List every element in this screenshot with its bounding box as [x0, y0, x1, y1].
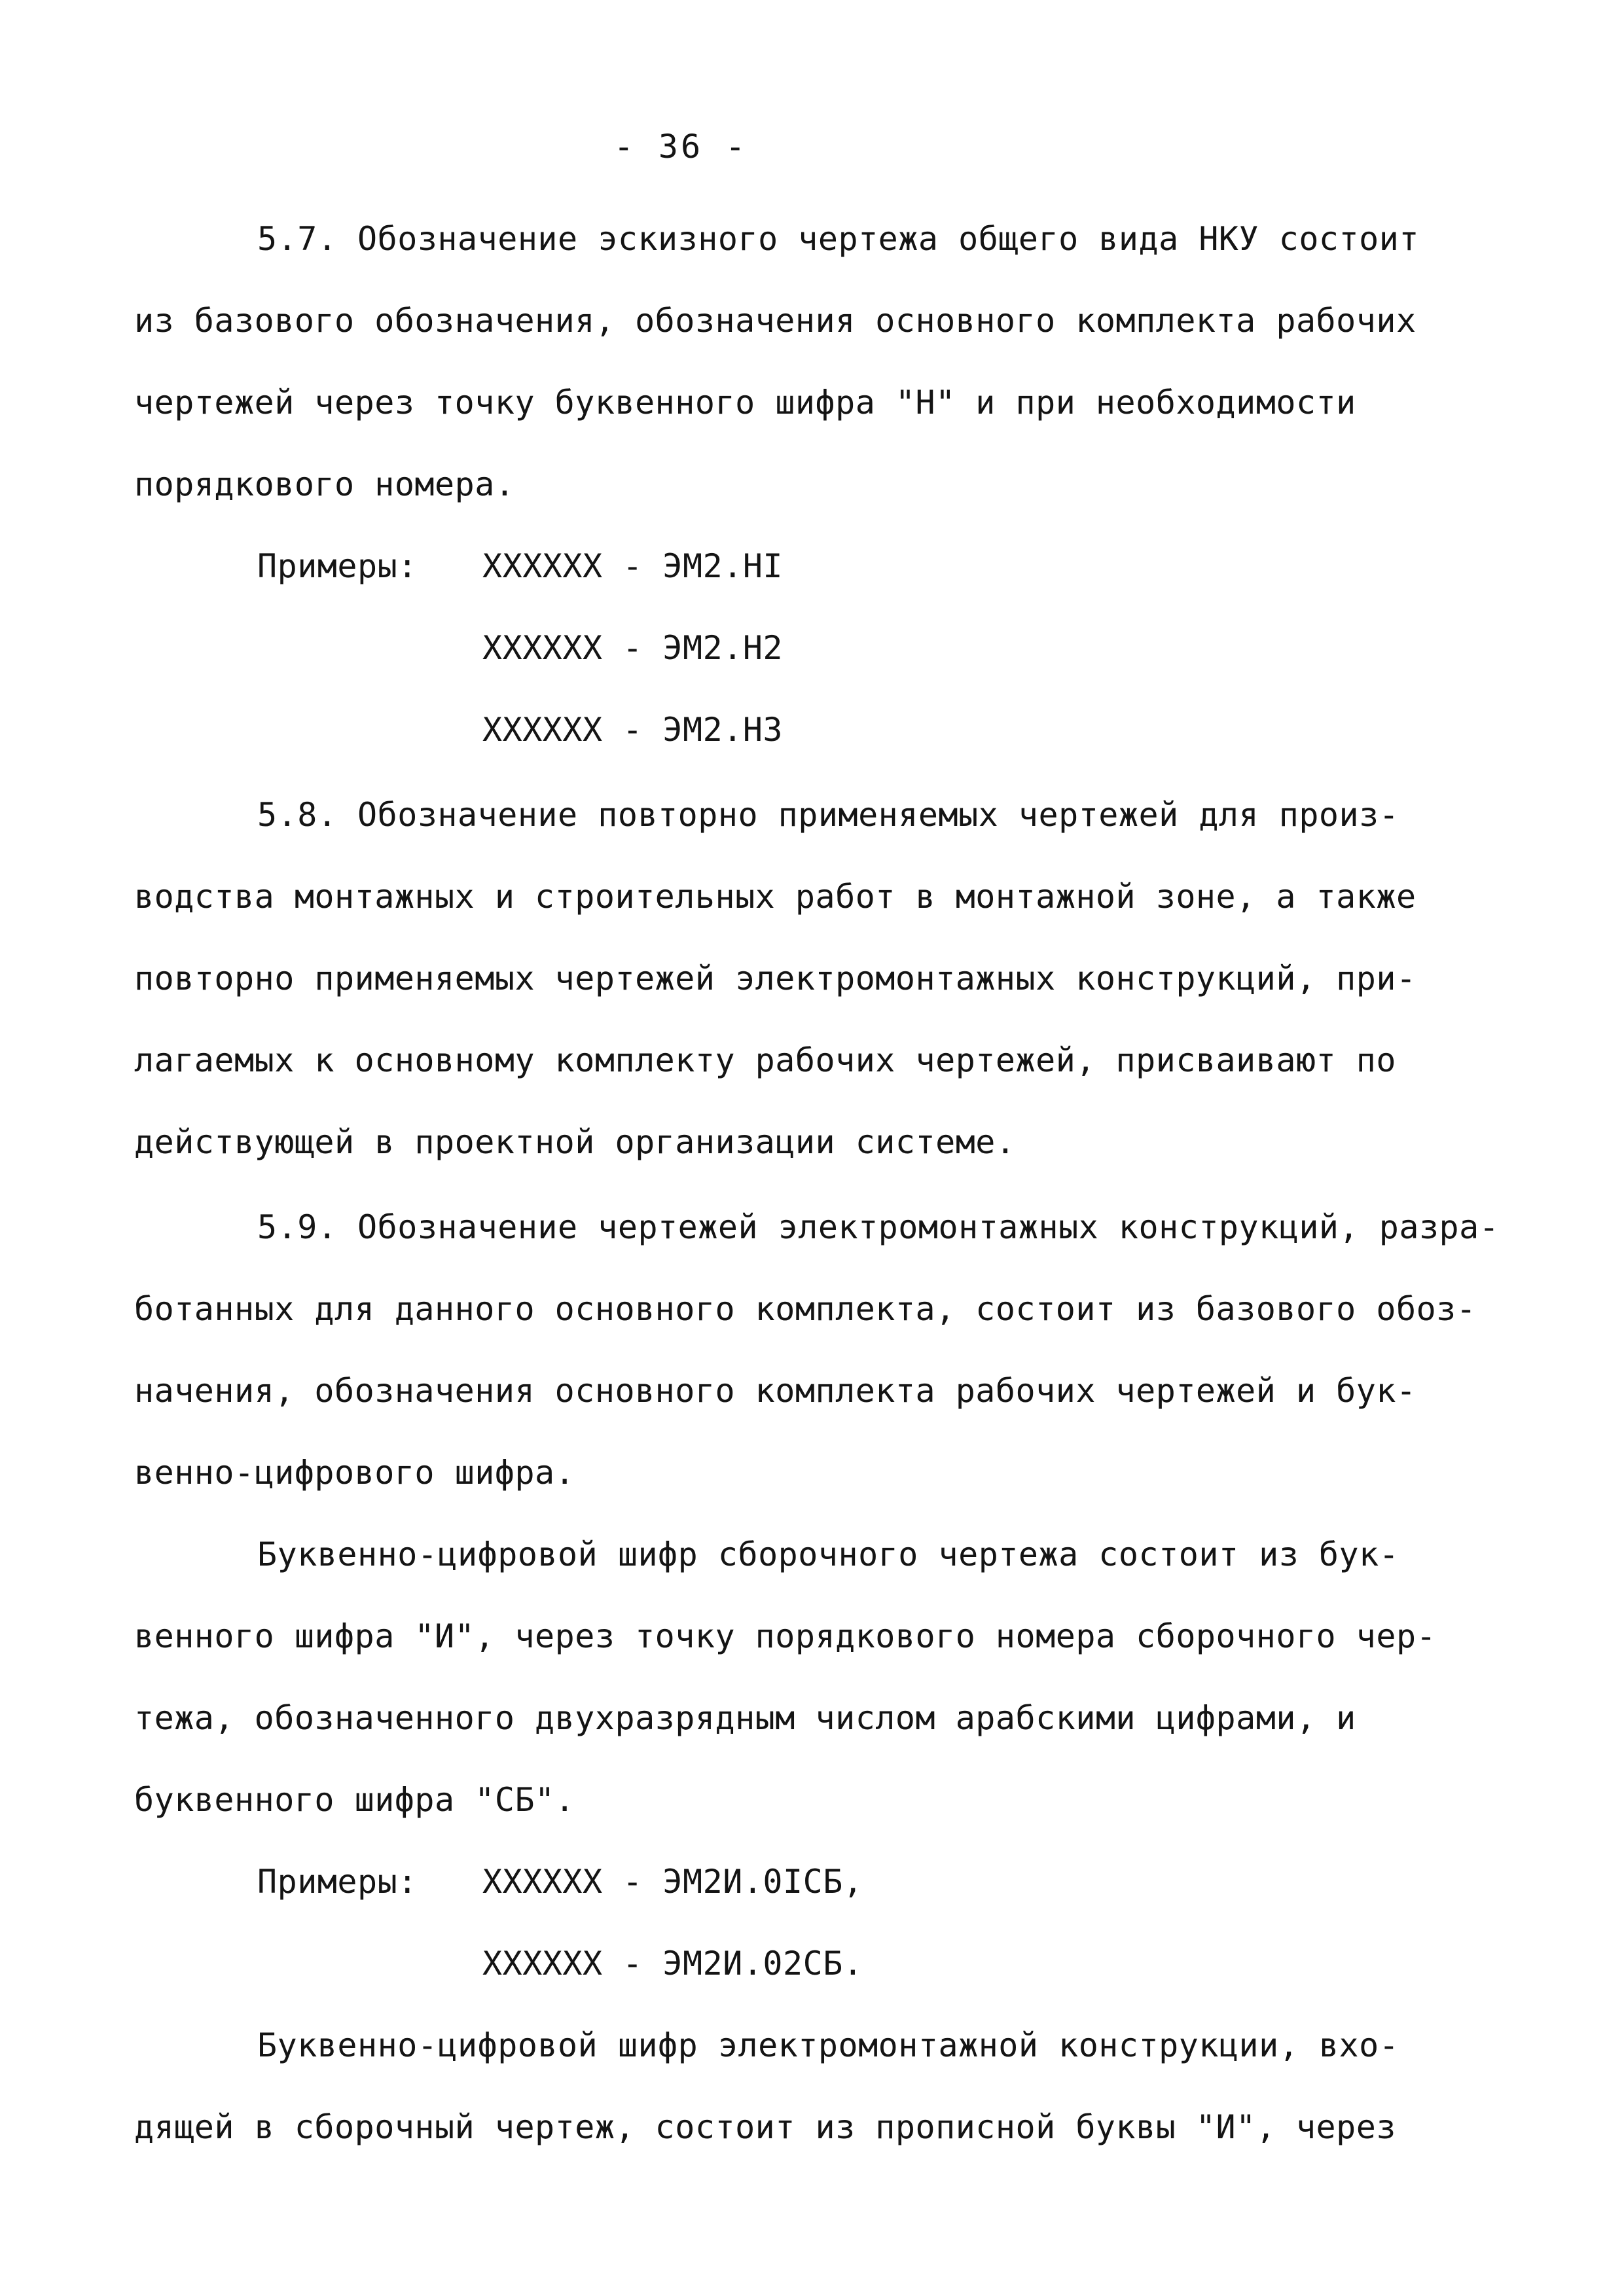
paragraph-5-7-line-3: чертежей через точку буквенного шифра "Н" и при необходимости — [134, 384, 1356, 422]
example-code: ХХХХХХ - ЭМ2.Н3 — [482, 711, 784, 749]
paragraph-5-9-line-2: ботанных для данного основного комплекта, состоит из базового обоз- — [134, 1290, 1477, 1328]
paragraph-5-9-line-4: венно-цифрового шифра. — [134, 1454, 575, 1492]
paragraph-5-8-line-1: 5.8. Обозначение повторно применяемых чертежей для произ- — [257, 796, 1399, 834]
paragraph-construction-line-2: дящей в сборочный чертеж, состоит из прописной буквы "И", через — [134, 2108, 1396, 2146]
paragraph-5-7-line-2: из базового обозначения, обозначения основного комплекта рабочих — [134, 302, 1416, 340]
paragraph-5-8-line-4: лагаемых к основному комплекту рабочих чертежей, присваивают по — [134, 1041, 1396, 1079]
paragraph-sb-line-2: венного шифра "И", через точку порядкового номера сборочного чер- — [134, 1617, 1437, 1655]
paragraph-5-7-line-4: порядкового номера. — [134, 465, 515, 503]
example-code: ХХХХХХ - ЭМ2И.02СБ. — [482, 1945, 863, 1982]
paragraph-sb-line-1: Буквенно-цифровой шифр сборочного чертежа состоит из бук- — [257, 1535, 1399, 1573]
paragraph-5-8-line-2: водства монтажных и строительных работ в монтажной зоне, а также — [134, 878, 1416, 916]
paragraph-5-7-line-1: 5.7. Обозначение эскизного чертежа общего вида НКУ состоит — [257, 220, 1419, 258]
paragraph-construction-line-1: Буквенно-цифровой шифр электромонтажной конструкции, вхо- — [257, 2026, 1399, 2064]
example-code: ХХХХХХ - ЭМ2И.0IСБ, — [482, 1863, 863, 1901]
paragraph-sb-line-4: буквенного шифра "СБ". — [134, 1781, 575, 1819]
examples-label: Примеры: — [257, 547, 418, 585]
paragraph-5-8-line-5: действующей в проектной организации системе. — [134, 1123, 1016, 1161]
page-number: - 36 - — [613, 128, 748, 166]
paragraph-5-8-line-3: повторно применяемых чертежей электромонтажных конструкций, при- — [134, 960, 1416, 997]
paragraph-5-9-line-1: 5.9. Обозначение чертежей электромонтажных конструкций, разра- — [257, 1208, 1500, 1246]
paragraph-5-9-line-3: начения, обозначения основного комплекта рабочих чертежей и бук- — [134, 1372, 1416, 1410]
example-code: ХХХХХХ - ЭМ2.НI — [482, 547, 784, 585]
paragraph-sb-line-3: тежа, обозначенного двухразрядным числом арабскими цифрами, и — [134, 1699, 1356, 1737]
examples-label: Примеры: — [257, 1863, 418, 1901]
example-code: ХХХХХХ - ЭМ2.Н2 — [482, 629, 784, 667]
